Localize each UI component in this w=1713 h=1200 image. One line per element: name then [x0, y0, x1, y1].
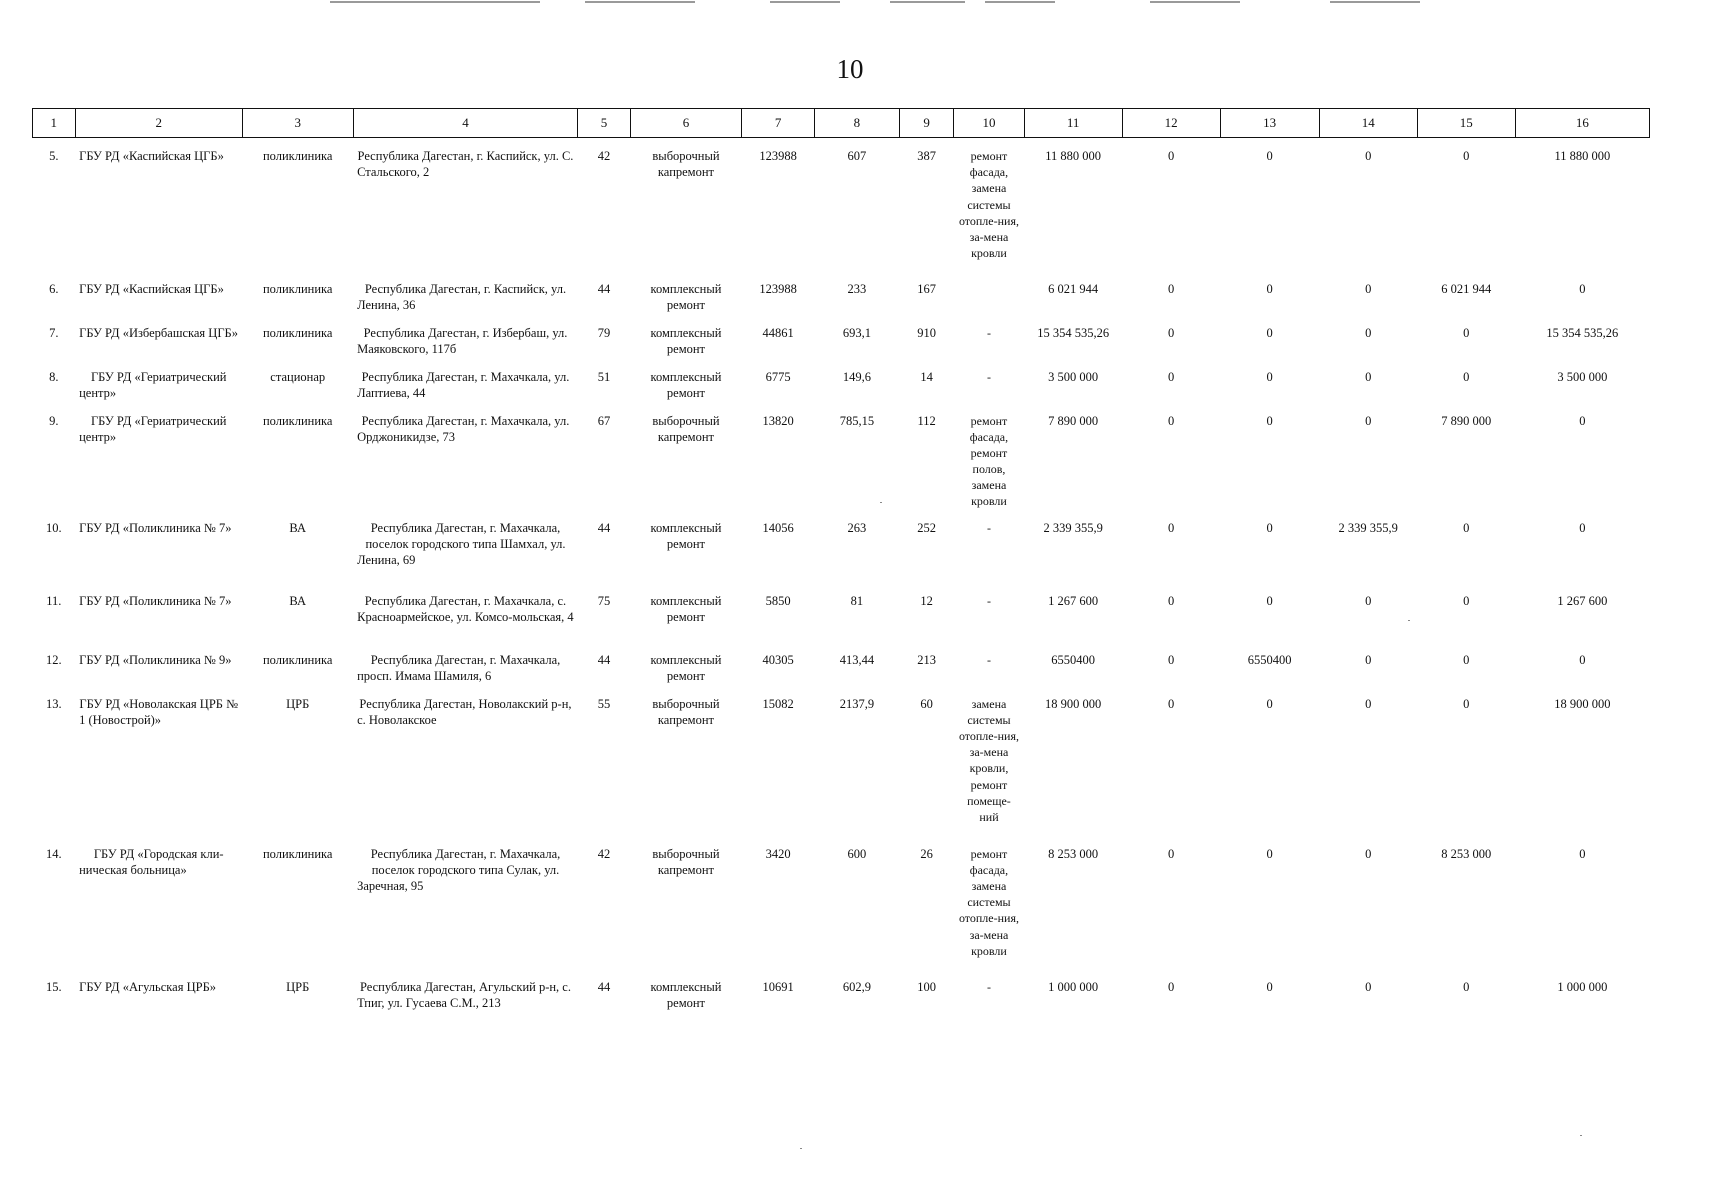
col9-cell: 26	[920, 846, 933, 861]
col5-cell: 44	[597, 281, 611, 296]
table-row	[33, 642, 1650, 686]
col9-cell: 112	[917, 413, 936, 428]
col16-cell: 1 000 000	[1557, 979, 1608, 994]
col14-cell: 0	[1365, 281, 1372, 296]
organization-cell: ГБУ РД «Каспийская ЦГБ»	[79, 149, 224, 163]
col15-cell: 0	[1463, 325, 1470, 340]
column-header-8: 8	[814, 109, 899, 138]
col13-cell: 0	[1266, 696, 1273, 711]
col14-cell: 0	[1365, 369, 1372, 384]
row-number: 5.	[49, 149, 59, 163]
col15-cell: 0	[1463, 369, 1470, 384]
col7-cell: 15082	[762, 696, 794, 711]
col9-cell: 213	[917, 652, 937, 667]
column-header-3: 3	[242, 109, 353, 138]
row-number: 7.	[49, 325, 59, 340]
works-description-cell: -	[986, 593, 991, 608]
col15-cell: 0	[1463, 149, 1470, 163]
work-type-cell: комплексный ремонт	[650, 325, 722, 356]
col16-cell: 15 354 535,26	[1546, 325, 1619, 340]
works-description-cell: ремонт фасада, замена системы отопле-ния, за-мена кровли	[958, 846, 1019, 958]
total-cost-cell: 1 000 000	[1048, 979, 1099, 994]
work-type-cell: комплексный ремонт	[650, 593, 722, 624]
address-cell: Республика Дагестан, г. Махачкала, поселок городского типа Сулак, ул. Заречная, 95	[357, 846, 561, 894]
page-number: 10	[836, 54, 864, 84]
organization-cell: ГБУ РД «Агульская ЦРБ»	[79, 979, 217, 994]
col7-cell: 123988	[759, 149, 797, 163]
row-number: 11.	[46, 593, 62, 608]
scan-speck	[800, 1148, 802, 1149]
scan-speck	[1408, 620, 1410, 621]
col5-cell: 67	[597, 413, 611, 428]
row-number: 14.	[45, 846, 62, 861]
address-cell: Республика Дагестан, г. Махачкала, с. Красноармейское, ул. Комсо-мольская, 4	[357, 593, 574, 624]
facility-type-cell: поликлиника	[262, 846, 333, 861]
col5-cell: 44	[597, 520, 611, 535]
col7-cell: 44861	[762, 325, 794, 340]
table-row	[33, 583, 1650, 642]
table-row	[33, 315, 1650, 359]
work-type-cell: комплексный ремонт	[650, 281, 722, 312]
col16-cell: 0	[1579, 846, 1586, 861]
works-description-cell	[954, 271, 1024, 315]
col12-cell: 0	[1168, 593, 1175, 608]
col13-cell: 0	[1266, 149, 1273, 163]
address-cell: Республика Дагестан, г. Махачкала, ул. Лаптиева, 44	[357, 369, 570, 400]
col7-cell: 6775	[765, 369, 791, 384]
scan-top-edge	[0, 0, 1713, 6]
col13-cell: 0	[1266, 325, 1273, 340]
column-header-12: 12	[1122, 109, 1220, 138]
total-cost-cell: 8 253 000	[1048, 846, 1099, 861]
works-description-cell: ремонт фасада, замена системы отопле-ния, за-мена кровли	[958, 149, 1019, 261]
column-header-9: 9	[900, 109, 954, 138]
address-cell: Республика Дагестан, г. Каспийск, ул. С. Стальского, 2	[357, 149, 574, 180]
column-header-13: 13	[1220, 109, 1319, 138]
work-type-cell: комплексный ремонт	[650, 652, 722, 683]
total-cost-cell: 6550400	[1051, 652, 1095, 667]
col13-cell: 6550400	[1247, 652, 1292, 667]
work-type-cell: комплексный ремонт	[650, 979, 722, 1010]
col14-cell: 0	[1365, 652, 1372, 667]
header-row	[33, 109, 1650, 138]
col8-cell: 263	[847, 520, 867, 535]
works-description-cell: -	[986, 979, 991, 994]
organization-cell: ГБУ РД «Поликлиника № 7»	[79, 593, 232, 608]
row-number: 10.	[45, 520, 62, 535]
organization-cell: ГБУ РД «Избербашская ЦГБ»	[79, 325, 238, 340]
table-row	[33, 138, 1650, 271]
facility-type-cell: поликлиника	[262, 652, 333, 667]
col12-cell: 0	[1168, 652, 1175, 667]
col13-cell: 0	[1266, 369, 1273, 384]
col12-cell: 0	[1168, 281, 1175, 296]
col9-cell: 12	[920, 593, 933, 608]
col8-cell: 602,9	[842, 979, 871, 994]
address-cell: Республика Дагестан, г. Каспийск, ул. Ленина, 36	[357, 281, 567, 312]
col15-cell: 0	[1463, 696, 1470, 711]
address-cell: Республика Дагестан, г. Махачкала, поселок городского типа Шамхал, ул. Ленина, 69	[357, 520, 566, 568]
col15-cell: 8 253 000	[1441, 846, 1492, 861]
col13-cell: 0	[1266, 520, 1273, 535]
table-row	[33, 686, 1650, 836]
address-cell: Республика Дагестан, г. Махачкала, ул. Орджоникидзе, 73	[357, 413, 570, 444]
col14-cell: 0	[1365, 696, 1372, 711]
organization-cell: ГБУ РД «Каспийская ЦГБ»	[79, 281, 224, 296]
col13-cell: 0	[1266, 846, 1273, 861]
column-header-11: 11	[1024, 109, 1122, 138]
col9-cell: 60	[920, 696, 933, 711]
address-cell: Республика Дагестан, г. Махачкала, просп. Имама Шамиля, 6	[357, 652, 561, 683]
row-number: 9.	[49, 413, 59, 428]
table-body	[33, 138, 1650, 1029]
col16-cell: 11 880 000	[1554, 149, 1611, 163]
works-description-cell: -	[986, 652, 991, 667]
work-type-cell: выборочный капремонт	[652, 846, 720, 877]
col12-cell: 0	[1168, 696, 1175, 711]
col8-cell: 413,44	[839, 652, 875, 667]
column-header-7: 7	[742, 109, 814, 138]
row-number: 13.	[45, 696, 62, 711]
col12-cell: 0	[1168, 325, 1175, 340]
works-description-cell: -	[986, 369, 991, 384]
col15-cell: 0	[1463, 593, 1470, 608]
col5-cell: 55	[597, 696, 611, 711]
row-number: 15.	[45, 979, 62, 994]
col9-cell: 910	[917, 325, 937, 340]
facility-type-cell: ВА	[289, 593, 306, 608]
table-row	[33, 510, 1650, 583]
col14-cell: 2 339 355,9	[1338, 520, 1398, 535]
facility-type-cell: стационар	[270, 369, 326, 384]
col16-cell: 0	[1579, 281, 1586, 296]
work-type-cell: выборочный капремонт	[652, 413, 720, 444]
total-cost-cell: 1 267 600	[1048, 593, 1099, 608]
col9-cell: 100	[917, 979, 937, 994]
col8-cell: 693,1	[842, 325, 871, 340]
col9-cell: 167	[917, 281, 937, 296]
col12-cell: 0	[1168, 413, 1175, 428]
col14-cell: 0	[1365, 149, 1372, 163]
col16-cell: 0	[1579, 413, 1586, 428]
col8-cell: 233	[847, 281, 867, 296]
column-header-6: 6	[630, 109, 742, 138]
organization-cell: ГБУ РД «Городская кли-ническая больница»	[79, 846, 224, 877]
col7-cell: 40305	[762, 652, 794, 667]
col5-cell: 51	[597, 369, 611, 384]
col15-cell: 0	[1463, 652, 1470, 667]
col15-cell: 6 021 944	[1441, 281, 1492, 296]
works-description-cell: замена системы отопле-ния, за-мена кровли, ремонт помеще-ний	[958, 696, 1019, 824]
scan-speck	[880, 502, 882, 503]
column-header-5: 5	[578, 109, 630, 138]
col13-cell: 0	[1266, 281, 1273, 296]
table-row	[33, 969, 1650, 1029]
work-type-cell: комплексный ремонт	[650, 369, 722, 400]
total-cost-cell: 6 021 944	[1048, 281, 1099, 296]
column-header-15: 15	[1417, 109, 1515, 138]
row-number: 12.	[45, 652, 62, 667]
col16-cell: 1 267 600	[1557, 593, 1608, 608]
col16-cell: 0	[1579, 520, 1586, 535]
col7-cell: 3420	[765, 846, 791, 861]
facility-type-cell: ЦРБ	[286, 696, 310, 711]
col14-cell: 0	[1365, 593, 1372, 608]
col5-cell: 75	[597, 593, 611, 608]
col8-cell: 149,6	[842, 369, 871, 384]
col5-cell: 42	[597, 846, 611, 861]
scan-speck	[1580, 1135, 1582, 1136]
col8-cell: 607	[847, 149, 867, 163]
col14-cell: 0	[1365, 846, 1372, 861]
organization-cell: ГБУ РД «Поликлиника № 9»	[79, 652, 232, 667]
col16-cell: 0	[1579, 652, 1586, 667]
col5-cell: 42	[597, 149, 611, 163]
facility-type-cell: поликлиника	[262, 149, 333, 163]
facility-type-cell: поликлиника	[262, 413, 333, 428]
col7-cell: 123988	[759, 281, 797, 296]
address-cell: Республика Дагестан, г. Избербаш, ул. Маяковского, 117б	[357, 325, 568, 356]
works-description-cell: -	[986, 325, 991, 340]
col12-cell: 0	[1168, 979, 1175, 994]
col16-cell: 3 500 000	[1557, 369, 1608, 384]
repair-table	[32, 108, 1650, 1029]
col7-cell: 10691	[762, 979, 794, 994]
col7-cell: 13820	[762, 413, 794, 428]
col12-cell: 0	[1168, 369, 1175, 384]
column-header-10: 10	[954, 109, 1024, 138]
facility-type-cell: ЦРБ	[286, 979, 310, 994]
column-header-4: 4	[353, 109, 578, 138]
col8-cell: 81	[850, 593, 864, 608]
col15-cell: 0	[1463, 520, 1470, 535]
total-cost-cell: 3 500 000	[1048, 369, 1099, 384]
col13-cell: 0	[1266, 593, 1273, 608]
column-header-1: 1	[33, 109, 76, 138]
organization-cell: ГБУ РД «Поликлиника № 7»	[79, 520, 232, 535]
facility-type-cell: поликлиника	[262, 281, 333, 296]
col14-cell: 0	[1365, 325, 1372, 340]
col14-cell: 0	[1365, 413, 1372, 428]
col16-cell: 18 900 000	[1554, 696, 1611, 711]
table-row	[33, 836, 1650, 969]
total-cost-cell: 11 880 000	[1045, 149, 1102, 163]
address-cell: Республика Дагестан, Новолакский р-н, с. Новолакское	[357, 696, 572, 727]
col14-cell: 0	[1365, 979, 1372, 994]
works-description-cell: -	[986, 520, 991, 535]
organization-cell: ГБУ РД «Гериатрический центр»	[79, 369, 227, 400]
column-header-14: 14	[1319, 109, 1417, 138]
address-cell: Республика Дагестан, Агульский р-н, с. Тпиг, ул. Гусаева С.М., 213	[357, 979, 571, 1010]
total-cost-cell: 7 890 000	[1048, 413, 1099, 428]
facility-type-cell: ВА	[289, 520, 306, 535]
table-row	[33, 403, 1650, 510]
col13-cell: 0	[1266, 413, 1273, 428]
col5-cell: 44	[597, 979, 611, 994]
col5-cell: 79	[597, 325, 611, 340]
total-cost-cell: 18 900 000	[1045, 696, 1102, 711]
col8-cell: 785,15	[839, 413, 875, 428]
column-header-16: 16	[1515, 109, 1649, 138]
facility-type-cell: поликлиника	[262, 325, 333, 340]
row-number: 8.	[49, 369, 59, 384]
total-cost-cell: 2 339 355,9	[1043, 520, 1103, 535]
col12-cell: 0	[1168, 149, 1175, 163]
col12-cell: 0	[1168, 846, 1175, 861]
col12-cell: 0	[1168, 520, 1175, 535]
col7-cell: 14056	[762, 520, 794, 535]
total-cost-cell: 15 354 535,26	[1037, 325, 1110, 340]
table-row	[33, 271, 1650, 315]
work-type-cell: комплексный ремонт	[650, 520, 722, 551]
col7-cell: 5850	[765, 593, 791, 608]
col5-cell: 44	[597, 652, 611, 667]
work-type-cell: выборочный капремонт	[652, 149, 720, 180]
row-number: 6.	[49, 281, 59, 296]
organization-cell: ГБУ РД «Новолакская ЦРБ № 1 (Новострой)»	[79, 696, 239, 727]
work-type-cell: выборочный капремонт	[652, 696, 720, 727]
col13-cell: 0	[1266, 979, 1273, 994]
column-header-2: 2	[75, 109, 242, 138]
col15-cell: 7 890 000	[1441, 413, 1492, 428]
organization-cell: ГБУ РД «Гериатрический центр»	[79, 413, 227, 444]
col9-cell: 387	[917, 149, 937, 163]
col8-cell: 600	[847, 846, 867, 861]
works-description-cell: ремонт фасада, ремонт полов, замена кровли	[969, 413, 1009, 509]
table-row	[33, 359, 1650, 403]
col9-cell: 14	[920, 369, 933, 384]
col8-cell: 2137,9	[839, 696, 875, 711]
col9-cell: 252	[917, 520, 937, 535]
col15-cell: 0	[1463, 979, 1470, 994]
